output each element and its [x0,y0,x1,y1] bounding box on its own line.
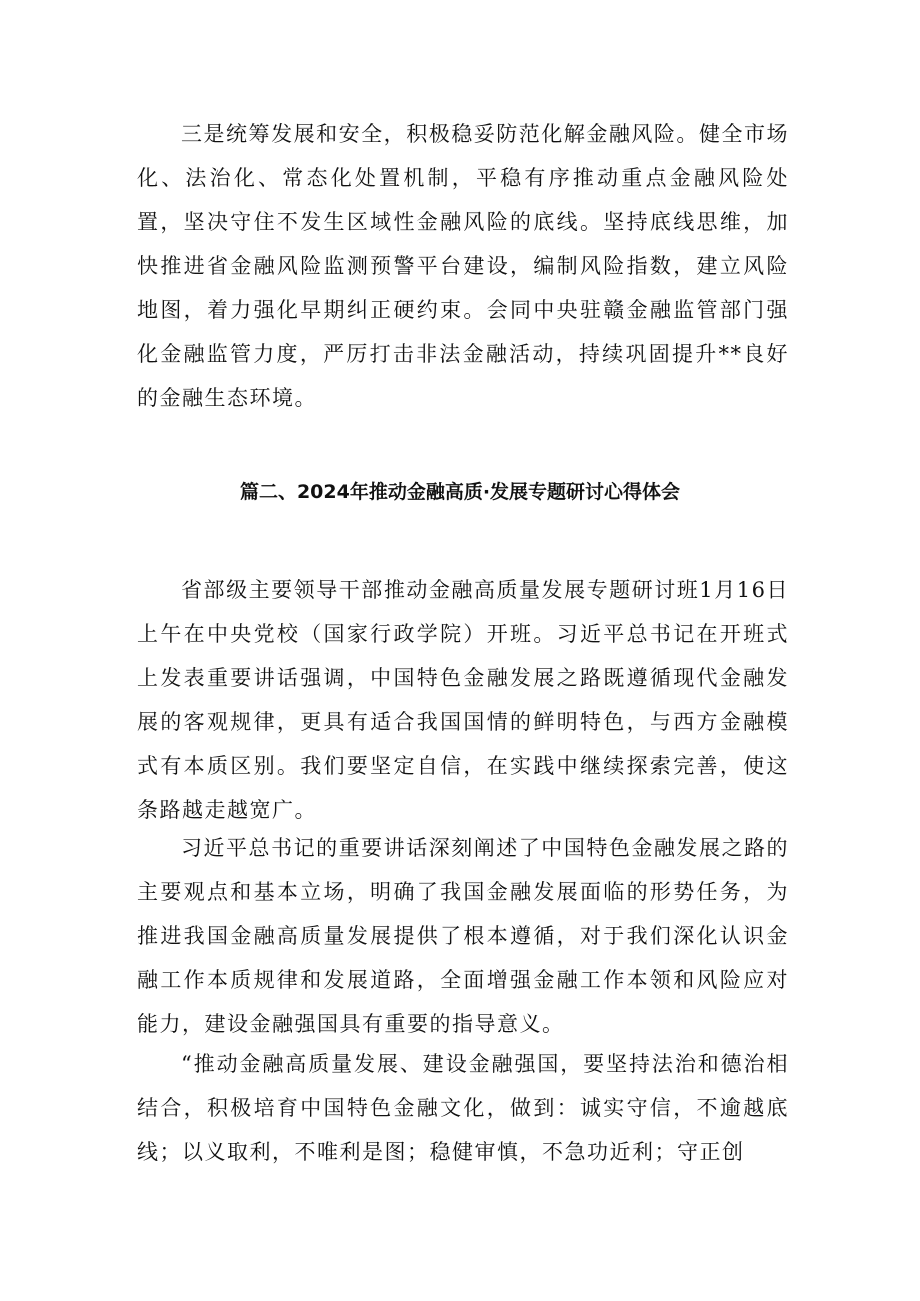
body-paragraph: 省部级主要领导干部推动金融高质量发展专题研讨班1月16日上午在中央党校（国家行政学院）开班。习近平总书记在开班式上发表重要讲话强调，中国特色金融发展之路既遵循现代金融发展的客观规律，更具有适合我国国情的鲜明特色，与西方金融模式有本质区别。我们要坚定自信，在实践中继续探索完善，使这条路越走越宽广。 [137,578,789,822]
body-paragraph: “推动金融高质量发展、建设金融强国，要坚持法治和德治相结合，积极培育中国特色金融文化，做到：诚实守信，不逾越底线；以义取利，不唯利是图；稳健审慎，不急功近利；守正创 [137,1052,789,1164]
body-paragraph: 三是统筹发展和安全，积极稳妥防范化解金融风险。健全市场化、法治化、常态化处置机制，平稳有序推动重点金融风险处置，坚决守住不发生区域性金融风险的底线。坚持底线思维，加快推进省金融风险监测预警平台建设，编制风险指数，建立风险地图，着力强化早期纠正硬约束。会同中央驻赣金融监管部门强化金融监管力度，严厉打击非法金融活动，持续巩固提升**良好的金融生态环境。 [137,122,789,410]
body-paragraph: 习近平总书记的重要讲话深刻阐述了中国特色金融发展之路的主要观点和基本立场，明确了我国金融发展面临的形势任务，为推进我国金融高质量发展提供了根本遵循，对于我们深化认识金融工作本质规律和发展道路，全面增强金融工作本领和风险应对能力，建设金融强国具有重要的指导意义。 [137,836,789,1036]
section-heading: 篇二、2024年推动金融高质·发展专题研讨心得体会 [239,481,681,503]
